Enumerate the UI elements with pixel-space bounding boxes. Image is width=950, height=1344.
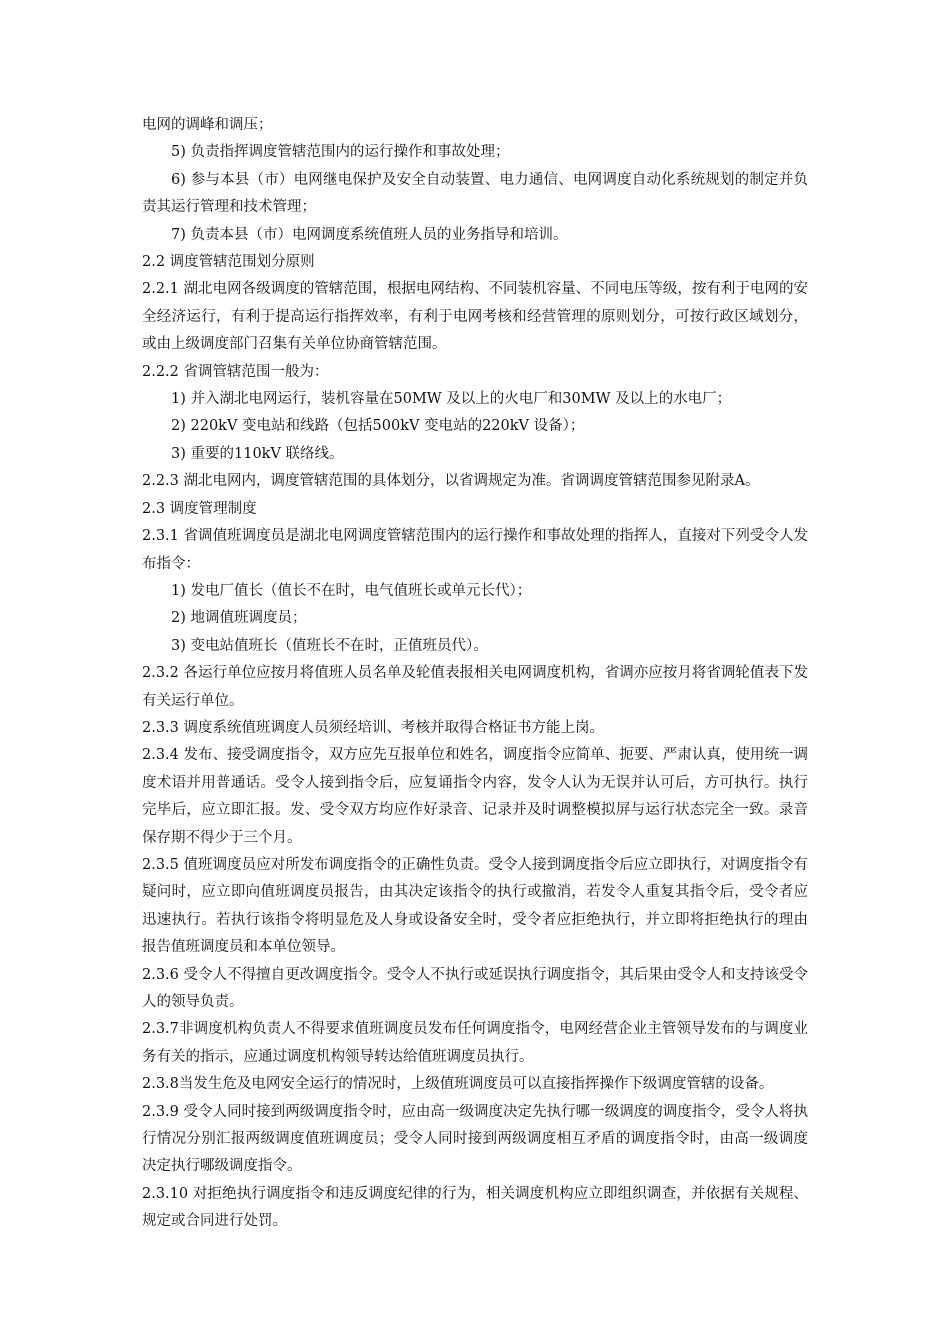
paragraph: 2.3.8当发生危及电网安全运行的情况时，上级值班调度员可以直接指挥操作下级调度管辖的设备。 <box>142 1076 774 1093</box>
list-item: 3) 变电站值班长（值班长不在时，正值班员代）。 <box>171 637 488 654</box>
paragraph: 2.3.9 受令人同时接到两级调度指令时，应由高一级调度决定先执行哪一级调度的调度指令，受令人将执行情况分别汇报两级调度值班调度员；受令人同时接到两级调度相互矛盾的调度指令时，由高一级调度决定执行哪级调度指令。 <box>142 1103 808 1175</box>
paragraph: 2.3.3 调度系统值班调度人员须经培训、考核并取得合格证书方能上岗。 <box>142 719 605 736</box>
list-item: 2) 220kV 变电站和线路（包括500kV 变电站的220kV 设备）； <box>171 418 585 435</box>
list-item: 3) 重要的110kV 联络线。 <box>171 445 344 462</box>
document-page <box>142 112 808 1236</box>
text-line: 电网的调峰和调压； <box>142 117 273 133</box>
paragraph: 2.3.7非调度机构负责人不得要求值班调度员发布任何调度指令，电网经营企业主管领导发布的与调度业务有关的指示，应通过调度机构领导转达给值班调度员执行。 <box>142 1021 808 1065</box>
list-item: 7) 负责本县（市）电网调度系统值班人员的业务指导和培训。 <box>171 226 568 243</box>
paragraph: 2.2.3 湖北电网内，调度管辖范围的具体划分，以省调规定为准。省调调度管辖范围参见附录A。 <box>142 473 760 490</box>
list-item: 1) 发电厂值长（值长不在时，电气值班长或单元长代）； <box>171 582 532 599</box>
paragraph: 2.3.5 值班调度员应对所发布调度指令的正确性负责。受令人接到调度指令后应立即执行，对调度指令有疑问时，应立即向值班调度员报告，由其决定该指令的执行或撤消，若发令人重复其指令后，受令者应迅速执行。若执行该指令将明显危及人身或设备安全时，受令者应拒绝执行，并立即将拒绝执行的理由报告值班调度员和本单位领导。 <box>142 856 808 956</box>
paragraph: 2.3.2 各运行单位应按月将值班人员名单及轮值表报相关电网调度机构，省调亦应按月将省调轮值表下发有关运行单位。 <box>142 665 808 709</box>
paragraph: 2.3.1 省调值班调度员是湖北电网调度管辖范围内的运行操作和事故处理的指挥人，直接对下列受令人发布指令： <box>142 528 808 572</box>
section-heading: 2.2 调度管辖范围划分原则 <box>142 254 315 271</box>
paragraph: 2.3.4 发布、接受调度指令，双方应先互报单位和姓名，调度指令应简单、扼要、严肃认真，使用统一调度术语并用普通话。受令人接到指令后，应复诵指令内容，发令人认为无误并认可后，方可执行。执行完毕后，应立即汇报。发、受令双方均应作好录音、记录并及时调整模拟屏与运行状态完全一致。录音保存期不得少于三个月。 <box>142 747 808 846</box>
paragraph: 2.2.2 省调管辖范围一般为： <box>142 363 329 380</box>
section-heading: 2.3 调度管理制度 <box>142 500 257 517</box>
list-item: 5) 负责指挥调度管辖范围内的运行操作和事故处理； <box>171 144 510 161</box>
list-item: 6) 参与本县（市）电网继电保护及安全自动装置、电力通信、电网调度自动化系统规划的制定并负责其运行管理和技术管理； <box>142 171 808 216</box>
paragraph: 2.3.6 受令人不得擅自更改调度指令。受令人不执行或延误执行调度指令，其后果由受令人和支持该受令人的领导负责。 <box>142 966 808 1010</box>
list-item: 2) 地调值班调度员； <box>171 610 307 627</box>
paragraph: 2.3.10 对拒绝执行调度指令和违反调度纪律的行为，相关调度机构应立即组织调查，并依据有关规程、规定或合同进行处罚。 <box>142 1185 808 1230</box>
paragraph: 2.2.1 湖北电网各级调度的管辖范围，根据电网结构、不同装机容量、不同电压等级，按有利于电网的安全经济运行，有利于提高运行指挥效率，有利于电网考核和经营管理的原则划分，可按行政区域划分，或由上级调度部门召集有关单位协商管辖范围。 <box>142 281 808 353</box>
list-item: 1) 并入湖北电网运行，装机容量在50MW 及以上的火电厂和30MW 及以上的水电厂； <box>171 391 732 408</box>
